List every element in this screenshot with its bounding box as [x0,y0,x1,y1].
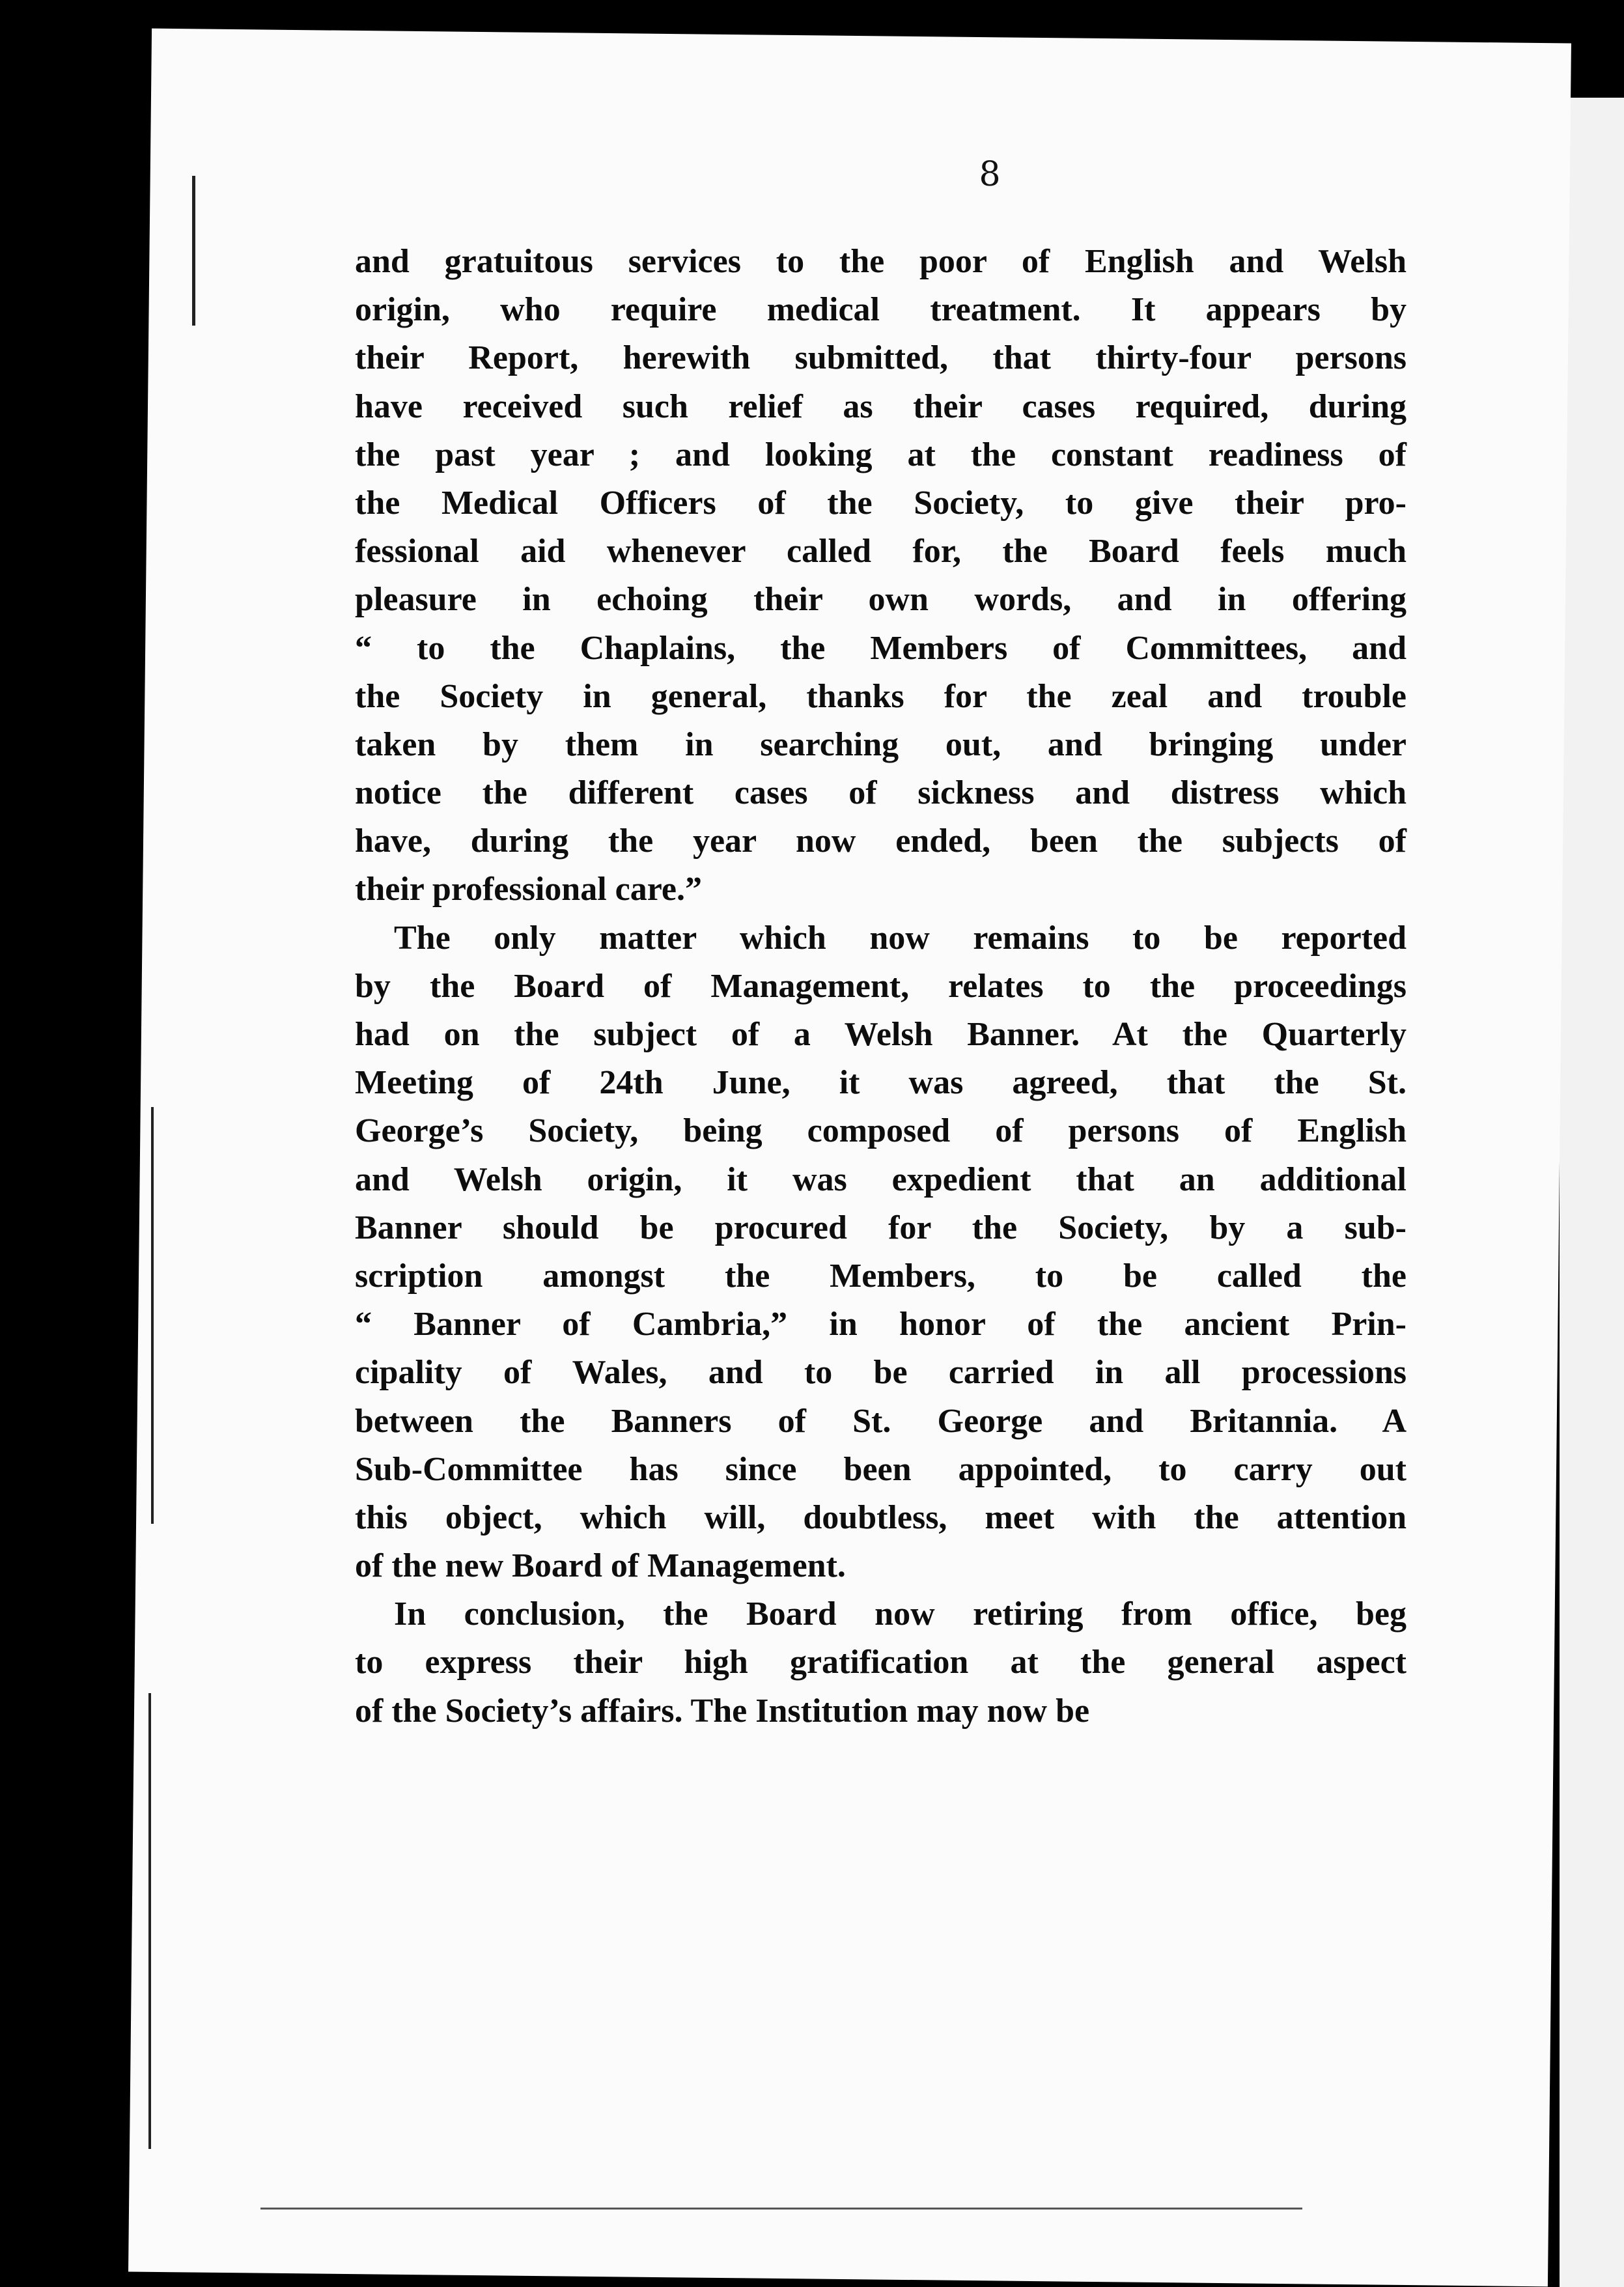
text-line: by the Board of Management, relates to the proceedings [355,967,1407,1005]
text-line: their professional care.” [355,871,702,908]
gutter-mark [148,1693,151,2149]
gutter-mark [192,176,195,326]
text-line: of the new Board of Management. [355,1547,846,1585]
text-line: fessional aid whenever called for, the Board feels much [355,533,1407,570]
body-text [355,238,1407,1735]
text-line: scription amongst the Members, to be called the [355,1257,1407,1295]
text-line: origin, who require medical treatment. It appears by [355,291,1407,329]
paragraph [355,914,1407,1591]
text-line: pleasure in echoing their own words, and in offering [355,581,1407,619]
text-line: “ Banner of Cambria,” in honor of the ancient Prin- [355,1306,1407,1343]
text-line: between the Banners of St. George and Britannia. A [355,1402,1407,1440]
text-line: have, during the year now ended, been the subjects of [355,822,1407,860]
text-line: the past year ; and looking at the constant readiness of [355,436,1407,473]
text-line: have received such relief as their cases required, during [355,387,1407,425]
text-line: George’s Society, being composed of persons of English [355,1112,1407,1150]
text-line: of the Society’s affairs. The Institution may now be [355,1692,1090,1730]
text-line: taken by them in searching out, and bringing under [355,725,1407,763]
text-line: and gratuitous services to the poor of English and Welsh [355,243,1407,280]
text-line: and Welsh origin, it was expedient that an additional [355,1160,1407,1198]
text-line: In conclusion, the Board now retiring from office, beg [394,1595,1407,1633]
gutter-mark [260,2208,1302,2210]
text-line: the Medical Officers of the Society, to give their pro- [355,484,1407,522]
text-line: notice the different cases of sickness and distress which [355,774,1407,812]
paragraph [355,1590,1407,1735]
text-line: the Society in general, thanks for the zeal and trouble [355,677,1407,715]
text-line: The only matter which now remains to be reported [394,919,1407,957]
text-line: Meeting of 24th June, it was agreed, that the St. [355,1064,1407,1102]
page-number: 8 [979,155,1001,194]
text-line: their Report, herewith submitted, that thirty-four persons [355,339,1407,377]
text-line: Sub-Committee has since been appointed, to carry out [355,1450,1407,1488]
adjacent-page-edge [1560,98,1624,2287]
text-line: this object, which will, doubtless, meet with the attention [355,1498,1407,1536]
text-line: to express their high gratification at the general aspect [355,1644,1407,1681]
paragraph [355,238,1407,914]
text-line: had on the subject of a Welsh Banner. At the Quarterly [355,1016,1407,1053]
text-line: Banner should be procured for the Society, by a sub- [355,1209,1407,1246]
text-line: “ to the Chaplains, the Members of Committees, and [355,629,1407,667]
gutter-mark [151,1107,154,1524]
text-line: cipality of Wales, and to be carried in all processions [355,1354,1407,1392]
